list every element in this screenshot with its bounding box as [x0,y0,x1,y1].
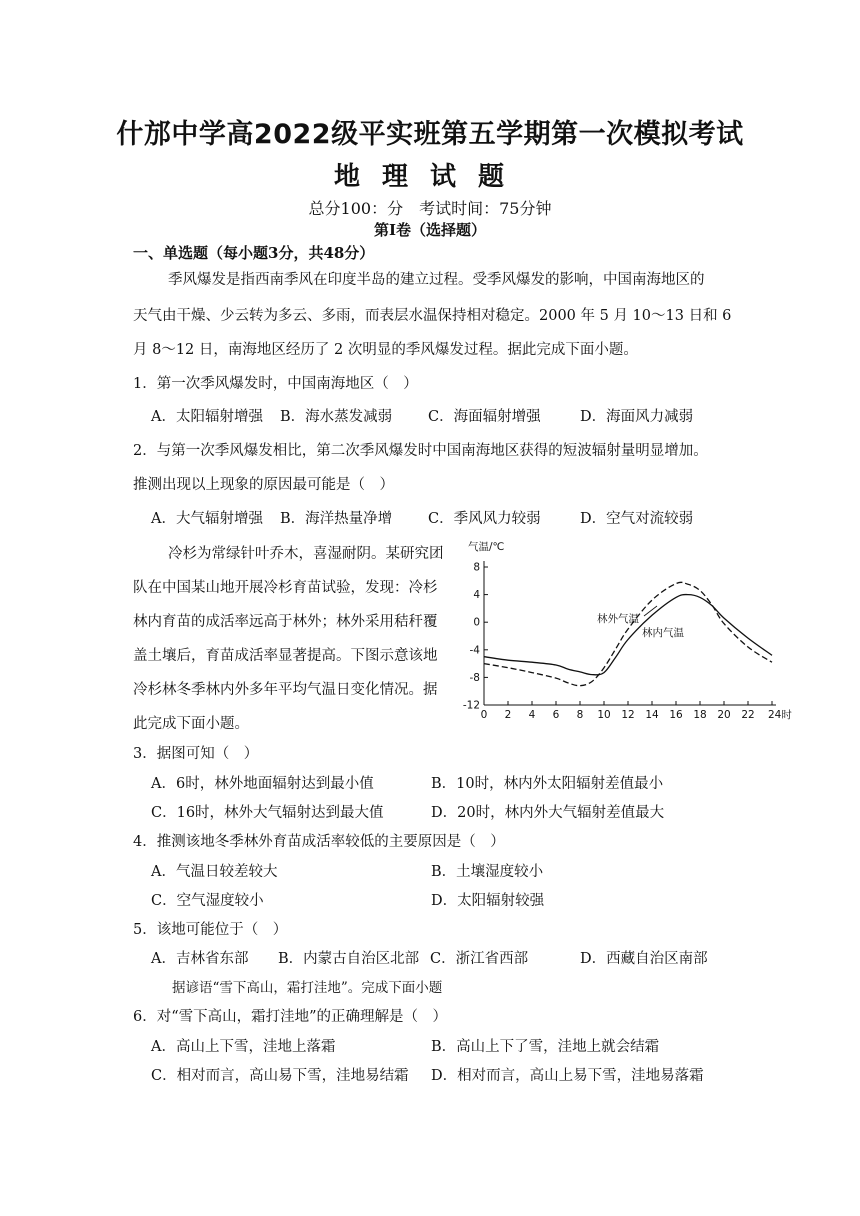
question-2-stem: 2．与第一次季风爆发相比，第二次季风爆发时中国南海地区获得的短波辐射量明显增加。 [133,443,708,459]
question-4-stem: 4．推测该地冬季林外育苗成活率较低的主要原因是（ ） [133,834,505,850]
passage2-line: 此完成下面小题。 [133,716,249,732]
chart-axes [484,561,776,705]
q1-option-d: D．海面风力减弱 [580,409,694,425]
q5-option-b: B．内蒙古自治区北部 [278,951,420,967]
y-tick-label: 0 [473,616,480,629]
question-1-stem: 1．第一次季风爆发时，中国南海地区（ ） [133,376,418,392]
q3-option-d: D．20时，林内外大气辐射差值最大 [431,805,665,821]
chart-series [484,582,772,685]
series-line-outside [484,582,772,685]
passage1-line: 季风爆发是指西南季风在印度半岛的建立过程。受季风爆发的影响，中国南海地区的 [168,272,705,288]
y-tick-label: -8 [469,671,480,684]
q1-option-b: B．海水蒸发减弱 [280,409,393,425]
question-3-stem: 3．据图可知（ ） [133,746,259,762]
label-leader-outside [644,606,657,616]
section-heading: 一、单选题（每小题3分，共48分） [133,244,375,262]
q2-option-d: D．空气对流较弱 [580,511,694,527]
x-tick-label: 6 [552,709,560,721]
x-tick-label: 14 [645,709,659,721]
x-tick-label: 2 [504,709,512,721]
y-tick-label: -12 [462,699,480,712]
q2-option-b: B．海洋热量净增 [280,511,393,527]
passage2-line: 冷杉林冬季林内外多年平均气温日变化情况。据 [133,682,438,698]
chart-ticks [463,562,793,722]
q6-option-c: C．相对而言，高山易下雪，洼地易结霜 [151,1068,409,1084]
x-tick-label: 18 [693,709,707,721]
q1-option-c: C．海面辐射增强 [428,409,541,425]
x-tick-label: 8 [576,709,584,721]
series-label-inside: 林内气温 [642,627,684,639]
x-tick-label: 4 [528,709,536,721]
q4-option-b: B．土壤湿度较小 [431,864,544,880]
q3-option-a: A．6时，林外地面辐射达到最小值 [151,776,374,792]
passage2-line: 盖土壤后，育苗成活率显著提高。下图示意该地 [133,648,438,664]
q6-option-a: A．高山上下雪，洼地上落霜 [151,1039,336,1055]
x-tick-label: 16 [669,709,683,721]
series-line-inside [484,595,772,675]
q3-option-c: C．16时，林外大气辐射达到最大值 [151,805,384,821]
y-tick-label: 8 [473,561,480,574]
passage2-line: 冷杉为常绿针叶乔木，喜湿耐阴。某研究团 [168,546,444,562]
volume-heading: 第Ⅰ卷（选择题） [373,221,487,239]
x-tick-label: 0 [480,709,488,721]
q6-option-d: D．相对而言，高山上易下雪，洼地易落霜 [431,1068,704,1084]
q1-option-a: A．太阳辐射增强 [151,409,263,425]
q3-option-b: B．10时，林内外太阳辐射差值最小 [431,776,664,792]
passage3: 据谚语“雪下高山，霜打洼地”。完成下面小题 [172,980,443,996]
exam-info: 总分100：分 考试时间：75分钟 [308,199,552,218]
q6-option-b: B．高山上下了雪，洼地上就会结霜 [431,1039,660,1055]
series-label-outside: 林外气温 [597,613,639,625]
question-6-stem: 6．对“雪下高山，霜打洼地”的正确理解是（ ） [133,1009,448,1025]
passage2-line: 林内育苗的成活率远高于林外；林外采用秸秆覆 [133,614,438,630]
q2-option-c: C．季风风力较弱 [428,511,541,527]
x-tick-label: 24时 [768,709,792,721]
q5-option-c: C．浙江省西部 [430,951,529,967]
x-tick-label: 20 [717,709,731,721]
y-tick-label: 4 [473,589,480,602]
y-tick-label: -4 [469,644,480,657]
passage2-line: 队在中国某山地开展冷杉育苗试验，发现：冷杉 [133,580,438,596]
x-tick-label: 10 [597,709,611,721]
x-tick-label: 22 [741,709,755,721]
y-axis-label: 气温/℃ [468,541,505,553]
q2-option-a: A．大气辐射增强 [151,511,263,527]
temperature-chart [452,540,802,722]
passage1-line: 月 8～12 日，南海地区经历了 2 次明显的季风爆发过程。据此完成下面小题。 [133,342,638,358]
subject-title: 地理试题 [333,162,526,192]
x-tick-label: 12 [621,709,635,721]
q4-option-c: C．空气湿度较小 [151,893,264,909]
question-2-stem-cont: 推测出现以上现象的原因最可能是（ ） [133,477,394,493]
q4-option-a: A．气温日较差较大 [151,864,278,880]
exam-title: 什邡中学高2022级平实班第五学期第一次模拟考试 [116,119,744,150]
question-5-stem: 5．该地可能位于（ ） [133,922,288,938]
q5-option-d: D．西藏自治区南部 [580,951,708,967]
q5-option-a: A．吉林省东部 [151,951,249,967]
passage1-line: 天气由干燥、少云转为多云、多雨，而表层水温保持相对稳定。2000 年 5 月 10～13 日和 6 [133,308,732,324]
q4-option-d: D．太阳辐射较强 [431,893,545,909]
